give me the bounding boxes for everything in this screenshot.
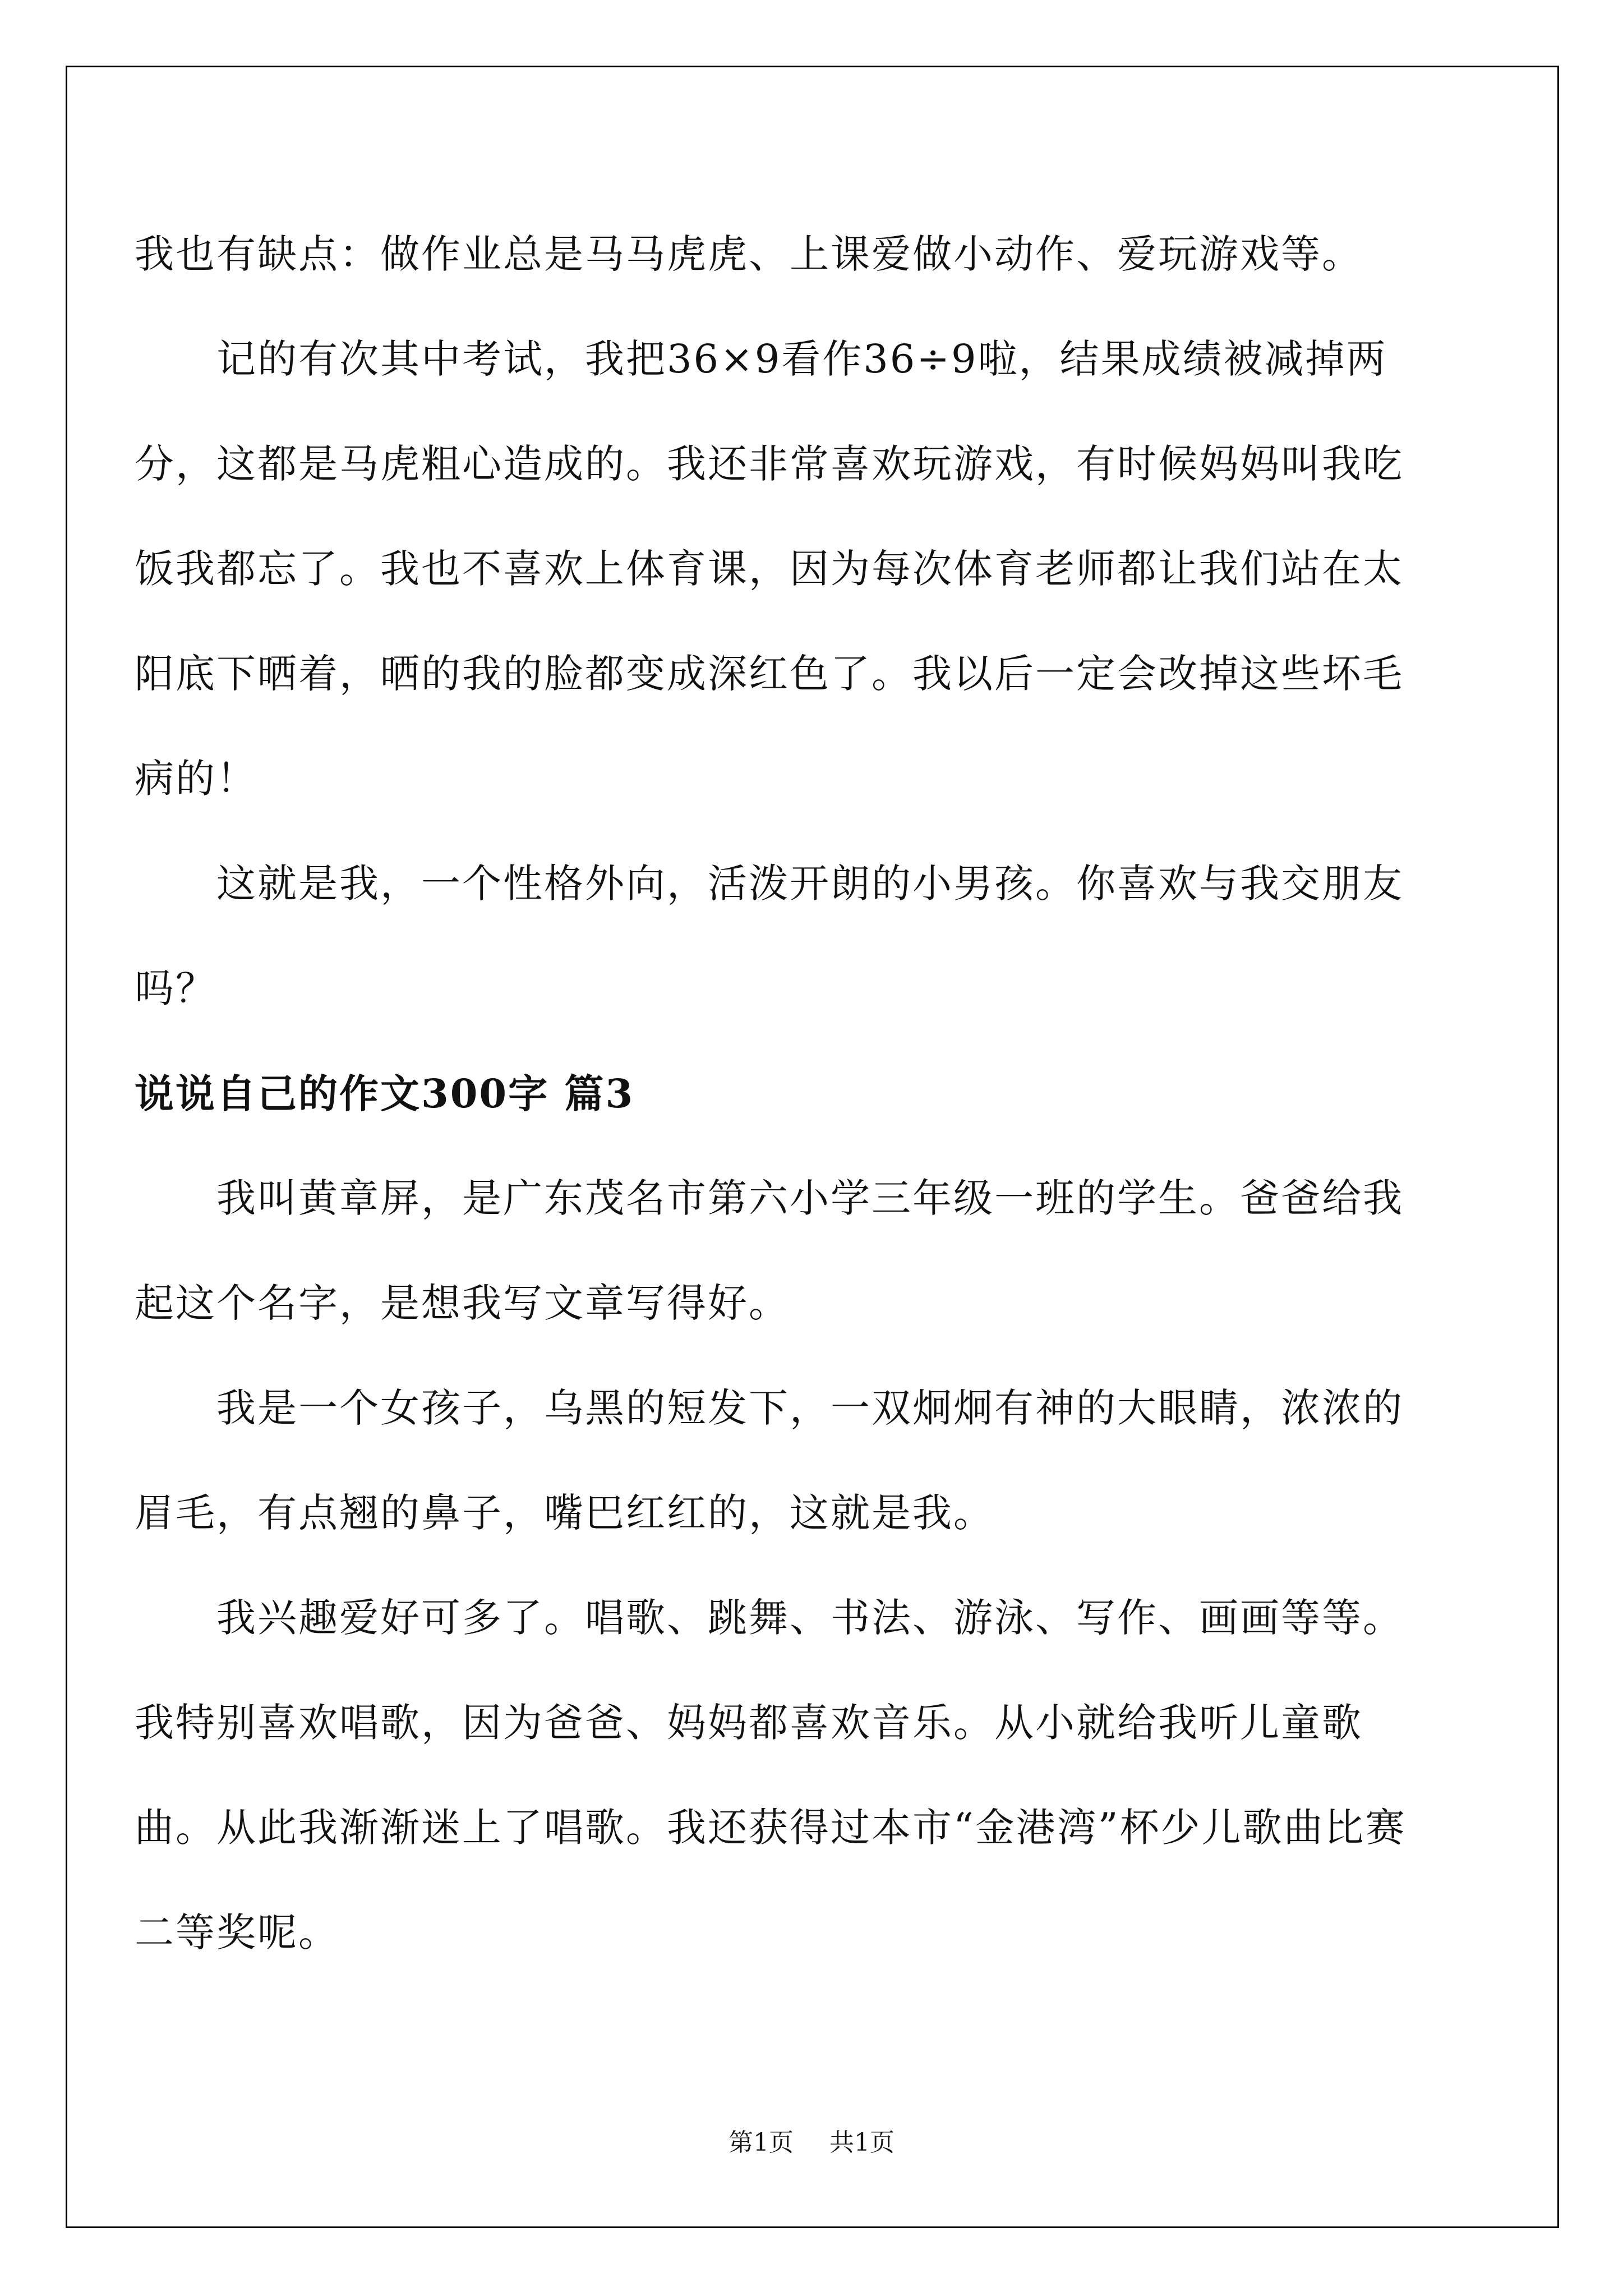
paragraph-conclusion: 这就是我，一个性格外向，活泼开朗的小男孩。你喜欢与我交朋友吗？ [135,861,1404,1011]
paragraph-hobbies: 我兴趣爱好可多了。唱歌、跳舞、书法、游泳、写作、画画等等。我特别喜欢唱歌，因为爸爸、妈妈都喜欢音乐。从小就给我听儿童歌曲。从此我渐渐迷上了唱歌。我还获得过本市“金港湾”杯少儿歌曲比赛二等奖呢。 [135,1595,1407,1955]
paragraph-appearance: 我是一个女孩子，乌黑的短发下，一双炯炯有神的大眼睛，浓浓的眉毛，有点翘的鼻子，嘴巴红红的，这就是我。 [135,1385,1404,1536]
paragraph-exam-story: 记的有次其中考试，我把36×9看作36÷9啦，结果成绩被减掉两分，这都是马虎粗心造成的。我还非常喜欢玩游戏，有时候妈妈叫我吃饭我都忘了。我也不喜欢上体育课，因为每次体育老师都让我们站在太阳底下晒着，晒的我的脸都变成深红色了。我以后一定会改掉这些坏毛病的！ [135,336,1404,802]
page-number: 第1页 [728,2128,794,2157]
page-total: 共1页 [829,2128,895,2157]
document-body [135,202,1436,1985]
paragraph-shortcomings: 我也有缺点：做作业总是马马虎虎、上课爱做小动作、爱玩游戏等。 [135,231,1363,277]
page-footer [0,2126,1623,2160]
section-heading: 说说自己的作文300字 篇3 [135,1070,635,1117]
paragraph-introduction: 我叫黄章屏，是广东茂名市第六小学三年级一班的学生。爸爸给我起这个名字，是想我写文章写得好。 [135,1175,1404,1326]
